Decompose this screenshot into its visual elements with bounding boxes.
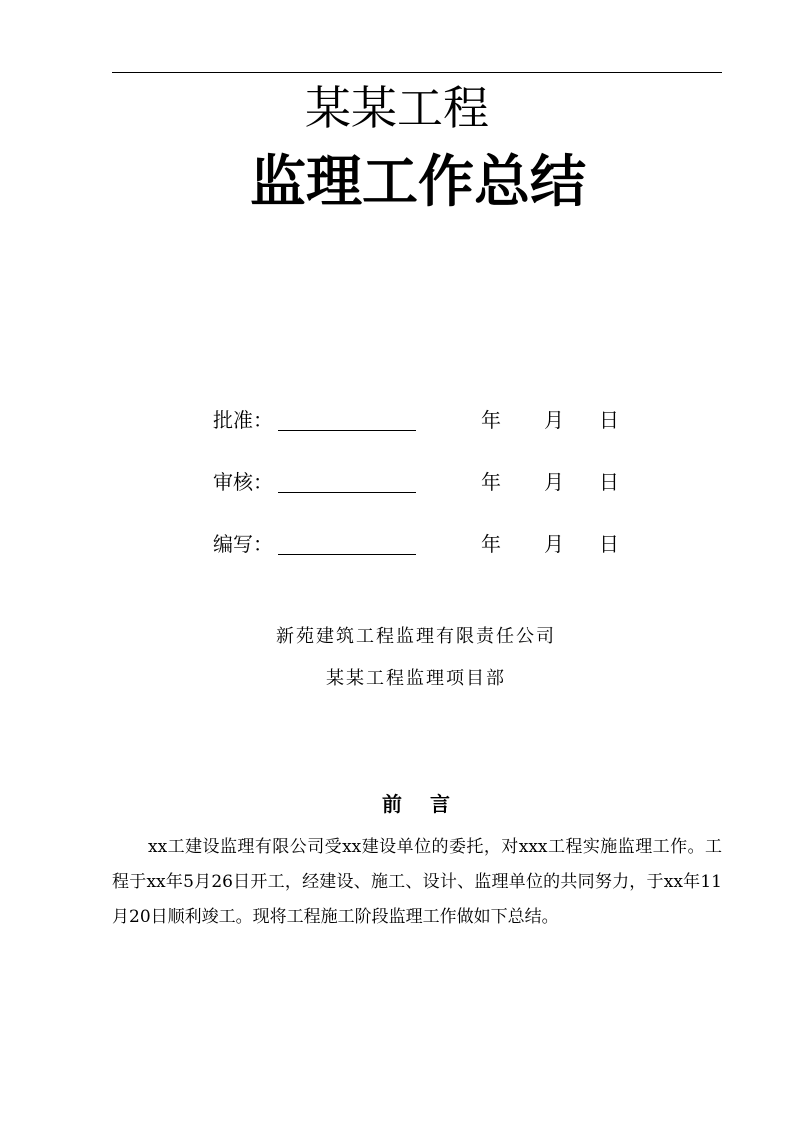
author-year-label: 年 (481, 532, 501, 556)
project-title: 某某工程 (305, 81, 489, 135)
review-day-label: 日 (599, 470, 619, 494)
author-label: 编写： (213, 532, 273, 556)
author-month-label: 月 (544, 532, 564, 556)
preface-paragraph: xx工建设监理有限公司受xx建设单位的委托，对xxx工程实施监理工作。工程于xx年5月26日开工，经建设、施工、设计、监理单位的共同努力，于xx年11月20日顺利竣工。现将工程施工阶段监理工作做如下总结。 (112, 837, 722, 927)
department-name: 某某工程监理项目部 (326, 668, 506, 689)
review-year-label: 年 (481, 470, 501, 494)
approval-year-label: 年 (481, 408, 501, 432)
approval-signature-line (278, 430, 416, 431)
document-title: 监理工作总结 (250, 150, 586, 215)
author-day-label: 日 (599, 532, 619, 556)
header-rule (112, 72, 722, 73)
preface-heading-part2: 言 (430, 792, 450, 816)
review-month-label: 月 (544, 470, 564, 494)
author-signature-line (278, 554, 416, 555)
company-name: 新苑建筑工程监理有限责任公司 (276, 626, 556, 647)
preface-heading (0, 790, 794, 818)
approval-label: 批准： (213, 408, 273, 432)
review-label: 审核： (213, 470, 273, 494)
approval-day-label: 日 (599, 408, 619, 432)
approval-month-label: 月 (544, 408, 564, 432)
review-signature-line (278, 492, 416, 493)
preface-heading-part1: 前 (382, 792, 402, 816)
